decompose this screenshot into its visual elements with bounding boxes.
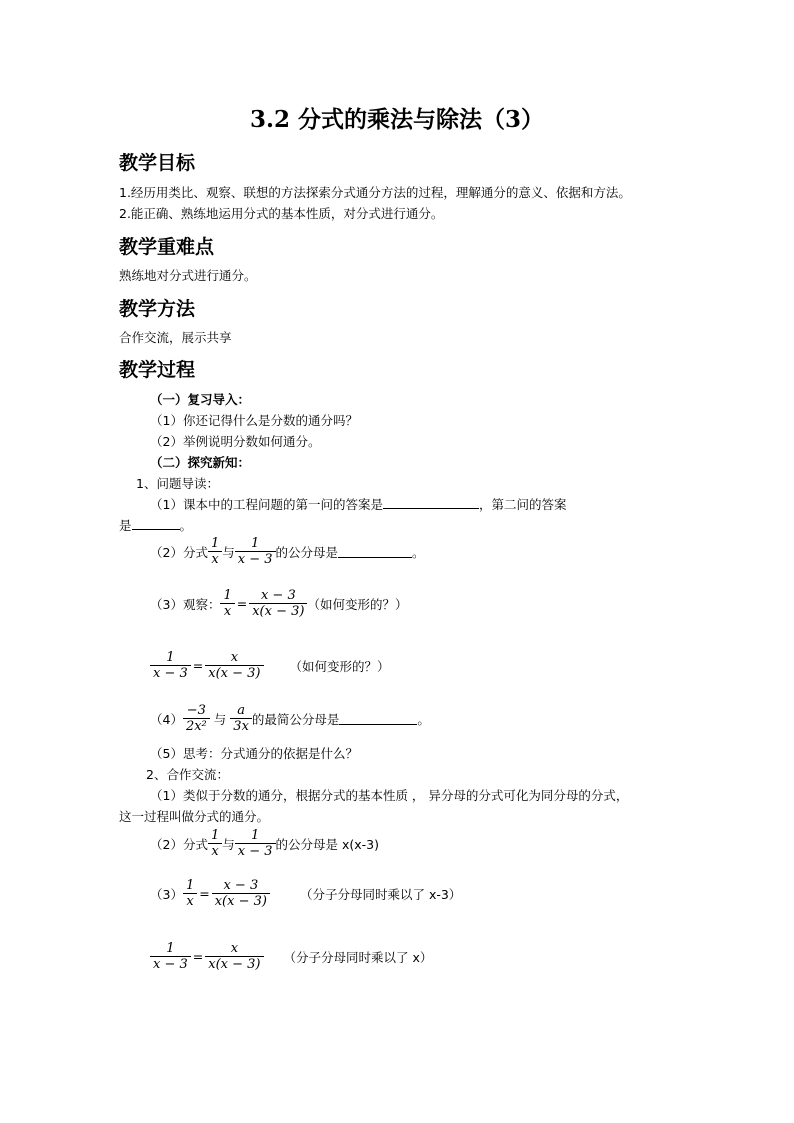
text: 与 (213, 711, 227, 727)
coop-item-2 (150, 828, 379, 859)
text: 。 (179, 518, 193, 533)
text: 与 (222, 836, 235, 852)
fraction (230, 703, 252, 734)
fraction (205, 650, 263, 681)
guide-title: 1、问题导读： (136, 476, 219, 491)
section-heading-methods: 教学方法 (119, 298, 196, 320)
fraction (150, 941, 191, 972)
guide-question-4 (150, 703, 430, 734)
text: 的公分母是 (275, 544, 339, 560)
section-heading-key-points: 教学重难点 (119, 236, 215, 258)
text: 的最简公分母是 (251, 711, 340, 727)
fraction (183, 703, 210, 734)
text: （3） (150, 886, 183, 902)
answer-blank[interactable] (383, 496, 479, 509)
review-question-2: （2）举例说明分数如何通分。 (150, 434, 321, 449)
text: 1 (235, 828, 276, 844)
text: ，第二问的答案 (478, 497, 567, 512)
text: （分子分母同时乘以了 x） (283, 949, 433, 965)
text: （2）分式 (150, 836, 208, 852)
coop-item-3 (150, 878, 461, 909)
text: x (211, 844, 219, 859)
text: （分子分母同时乘以了 x-3） (299, 886, 462, 902)
text: x − 3 (153, 957, 188, 972)
text: 。 (417, 711, 430, 727)
text: 2x² (185, 719, 207, 734)
text: 3x (233, 719, 249, 734)
guide-question-1 (150, 495, 566, 513)
text: = (192, 949, 204, 964)
fraction (208, 536, 222, 567)
fraction (208, 828, 222, 859)
guide-question-3-second (150, 650, 390, 681)
text: x (211, 552, 219, 567)
text: 1 (208, 536, 222, 552)
review-question-1: （1）你还记得什么是分数的通分吗？ (150, 413, 358, 428)
fraction (220, 588, 234, 619)
fraction (205, 941, 263, 972)
text: （1）课本中的工程问题的第一问的答案是 (150, 497, 383, 512)
guide-question-2 (150, 536, 425, 567)
part2-title: （二）探究新知： (150, 455, 251, 470)
text: x − 3 (237, 552, 273, 567)
text: x (205, 941, 263, 957)
page-title: 3.2 分式的乘法与除法（3） (249, 106, 545, 133)
fraction (235, 536, 276, 567)
text: （4） (150, 711, 183, 727)
part1-title: （一）复习导入： (150, 392, 251, 407)
guide-question-1-continued (119, 516, 192, 534)
coop-item-1-continued: 这一过程叫做分式的通分。 (119, 809, 270, 824)
text: 1 (150, 941, 191, 957)
coop-item-1: （1）类似于分数的通分，根据分式的基本性质 ， 异分母的分式可化为同分母的分式， (150, 788, 629, 803)
text: = (199, 886, 210, 901)
text: x − 3 (249, 588, 307, 604)
methods-text: 合作交流，展示共享 (119, 330, 232, 345)
text: x (223, 604, 232, 619)
text: 与 (222, 544, 235, 560)
text: 。 (412, 544, 425, 560)
guide-question-5: （5）思考：分式通分的依据是什么？ (150, 746, 358, 761)
answer-blank[interactable] (132, 517, 180, 530)
text: （3）观察： (150, 596, 221, 612)
guide-question-3 (150, 588, 407, 619)
fraction (235, 828, 276, 859)
section-heading-objectives: 教学目标 (119, 152, 196, 174)
text: −3 (183, 703, 210, 719)
text: 1 (183, 878, 197, 894)
text: x − 3 (153, 666, 188, 681)
text: x (186, 894, 194, 909)
text: = (236, 596, 248, 611)
text: = (192, 658, 204, 673)
text: x(x − 3) (214, 894, 267, 909)
objective-item: 1.经历用类比、观察、联想的方法探索分式通分方法的过程，理解通分的意义、依据和方法。 (119, 185, 631, 200)
text: （如何变形的？） (289, 658, 390, 674)
text: 1 (220, 588, 234, 604)
text: x(x − 3) (208, 957, 261, 972)
coop-title: 2、合作交流： (146, 767, 229, 782)
answer-blank[interactable] (339, 712, 417, 725)
text: x(x − 3) (208, 666, 261, 681)
key-points-text: 熟练地对分式进行通分。 (119, 268, 257, 283)
text: x − 3 (212, 878, 270, 894)
text: 的公分母是 x(x-3) (275, 836, 380, 852)
fraction (150, 650, 191, 681)
fraction (183, 878, 197, 909)
text: 1 (235, 536, 276, 552)
objective-item: 2.能正确、熟练地运用分式的基本性质，对分式进行通分。 (119, 206, 444, 221)
answer-blank[interactable] (338, 545, 412, 558)
text: 是 (119, 518, 132, 533)
text: 1 (150, 650, 191, 666)
fraction (249, 588, 307, 619)
text: x(x − 3) (252, 604, 305, 619)
text: x (205, 650, 263, 666)
text: x − 3 (237, 844, 273, 859)
text: 1 (208, 828, 222, 844)
coop-item-4 (150, 941, 432, 972)
text: （2）分式 (150, 544, 208, 560)
text: （如何变形的？） (307, 596, 408, 612)
fraction (212, 878, 270, 909)
section-heading-process: 教学过程 (119, 359, 196, 381)
text: a (230, 703, 252, 719)
